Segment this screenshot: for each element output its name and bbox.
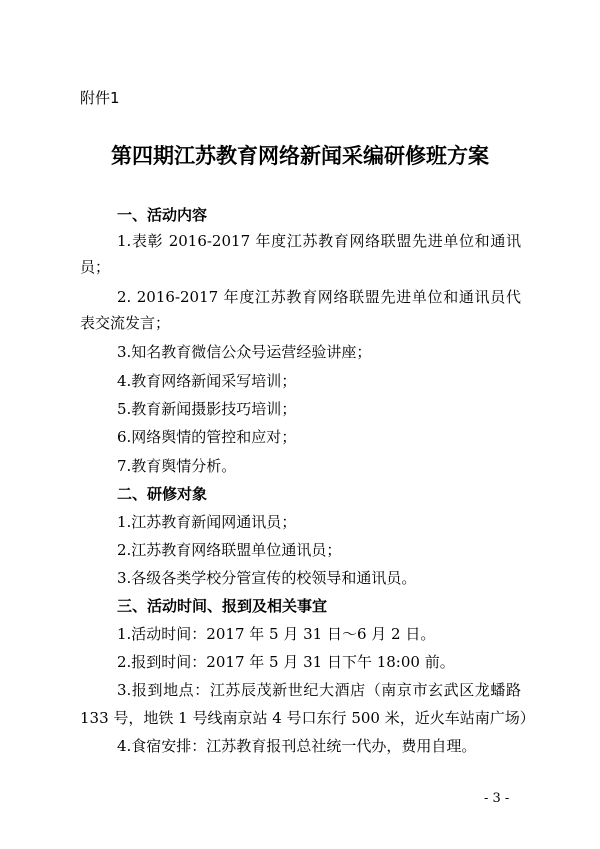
attachment-label: 附件1 xyxy=(80,89,120,107)
list-item: 2. 2016-2017 年度江苏教育网络联盟先进单位和通讯员代 xyxy=(117,288,521,306)
section-heading-participants: 二、研修对象 xyxy=(117,485,208,503)
list-item: 2.江苏教育网络联盟单位通讯员； xyxy=(117,541,342,559)
section-heading-activity-content: 一、活动内容 xyxy=(117,206,208,224)
page-title: 第四期江苏教育网络新闻采编研修班方案 xyxy=(111,144,489,168)
list-item-continuation: 表交流发言； xyxy=(80,314,171,332)
list-item: 4.食宿安排：江苏教育报刊总社统一代办，费用自理。 xyxy=(117,737,477,755)
list-item: 7.教育舆情分析。 xyxy=(117,457,237,475)
list-item-continuation: 员； xyxy=(80,258,111,276)
list-item: 3.报到地点：江苏辰茂新世纪大酒店（南京市玄武区龙蟠路 xyxy=(117,681,521,699)
list-item: 1.活动时间：2017 年 5 月 31 日～6 月 2 日。 xyxy=(117,625,436,643)
list-item: 1.江苏教育新闻网通讯员； xyxy=(117,513,297,531)
list-item: 6.网络舆情的管控和应对； xyxy=(117,428,297,446)
list-item: 4.教育网络新闻采写培训； xyxy=(117,372,297,390)
list-item-continuation: 133 号，地铁 1 号线南京站 4 号口东行 500 米，近火车站南广场） xyxy=(80,709,535,727)
page-number: - 3 - xyxy=(484,791,510,806)
list-item: 2.报到时间：2017 年 5 月 31 日下午 18:00 前。 xyxy=(117,653,455,671)
list-item: 3.各级各类学校分管宣传的校领导和通讯员。 xyxy=(117,569,417,587)
section-heading-schedule: 三、活动时间、报到及相关事宜 xyxy=(117,597,328,615)
list-item: 3.知名教育微信公众号运营经验讲座； xyxy=(117,343,372,361)
list-item: 5.教育新闻摄影技巧培训； xyxy=(117,400,297,418)
list-item: 1.表彰 2016-2017 年度江苏教育网络联盟先进单位和通讯 xyxy=(117,232,521,250)
